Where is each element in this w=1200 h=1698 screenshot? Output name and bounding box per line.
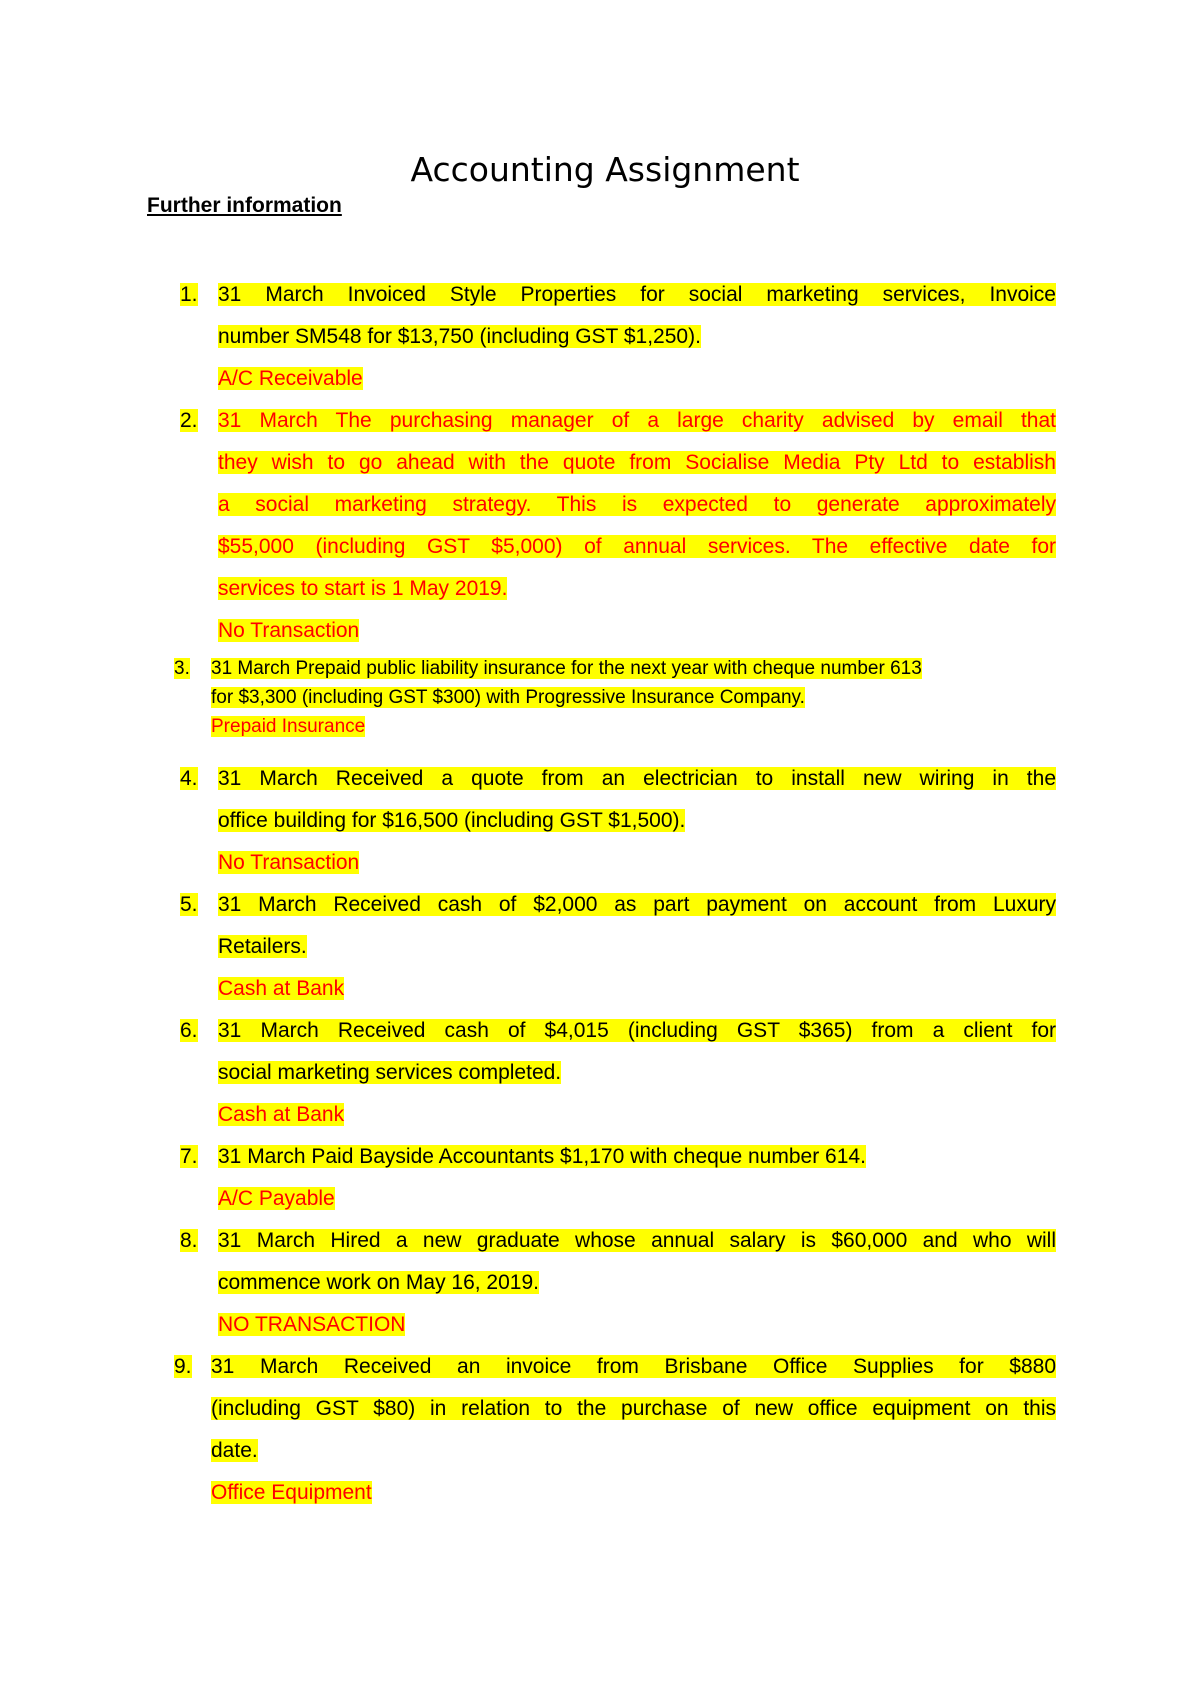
item-line: date.	[211, 1439, 258, 1462]
document-title: Accounting Assignment	[410, 150, 800, 189]
item-text	[211, 654, 1071, 712]
item-account-label: No Transaction	[218, 619, 360, 642]
item-line: 31 March Received an invoice from Brisbane Office Supplies for $880	[211, 1355, 1056, 1378]
item-line: they wish to go ahead with the quote from Socialise Media Pty Ltd to establish	[218, 451, 1056, 474]
item-number: 2.	[180, 409, 198, 432]
item-line: 31 March Hired a new graduate whose annual salary is $60,000 and who will	[218, 1229, 1056, 1252]
item-line: 31 March Received cash of $4,015 (including GST $365) from a client for	[218, 1019, 1056, 1042]
item-line: 31 March Received a quote from an electrician to install new wiring in the	[218, 767, 1056, 790]
item-number: 4.	[180, 767, 198, 790]
item-account-label: A/C Payable	[218, 1187, 335, 1210]
item-text	[218, 400, 1056, 610]
item-account-label: Cash at Bank	[218, 977, 345, 1000]
item-text	[218, 1136, 1056, 1178]
item-number: 1.	[180, 283, 198, 306]
item-number: 7.	[180, 1145, 198, 1168]
item-account-label: Cash at Bank	[218, 1103, 345, 1126]
item-line: office building for $16,500 (including GST $1,500).	[218, 809, 686, 832]
item-line: for $3,300 (including GST $300) with Progressive Insurance Company.	[211, 687, 805, 708]
item-line: a social marketing strategy. This is expected to generate approximately	[218, 493, 1056, 516]
item-text	[218, 884, 1056, 968]
item-account-label: Prepaid Insurance	[211, 716, 366, 737]
item-line: 31 March Paid Bayside Accountants $1,170 with cheque number 614.	[218, 1145, 866, 1168]
item-number: 5.	[180, 893, 198, 916]
item-number: 9.	[174, 1355, 192, 1378]
item-number: 8.	[180, 1229, 198, 1252]
item-account-label: NO TRANSACTION	[218, 1313, 406, 1336]
item-line: 31 March Prepaid public liability insurance for the next year with cheque number 613	[211, 658, 922, 679]
item-line: 31 March The purchasing manager of a large charity advised by email that	[218, 409, 1056, 432]
item-text	[218, 1220, 1056, 1304]
item-number: 3.	[174, 658, 190, 679]
item-line: number SM548 for $13,750 (including GST $1,250).	[218, 325, 701, 348]
item-line: social marketing services completed.	[218, 1061, 562, 1084]
item-account-label: A/C Receivable	[218, 367, 363, 390]
item-account-label: No Transaction	[218, 851, 360, 874]
section-subtitle: Further information	[147, 194, 342, 217]
item-line: (including GST $80) in relation to the purchase of new office equipment on this	[211, 1397, 1056, 1420]
item-number: 6.	[180, 1019, 198, 1042]
item-text	[218, 1010, 1056, 1094]
item-line: Retailers.	[218, 935, 307, 958]
item-account-label: Office Equipment	[211, 1481, 372, 1504]
item-line: commence work on May 16, 2019.	[218, 1271, 539, 1294]
item-text	[218, 274, 1056, 358]
item-line: services to start is 1 May 2019.	[218, 577, 508, 600]
item-text	[218, 758, 1056, 842]
item-text	[211, 1346, 1056, 1472]
item-line: $55,000 (including GST $5,000) of annual services. The effective date for	[218, 535, 1056, 558]
item-line: 31 March Invoiced Style Properties for social marketing services, Invoice	[218, 283, 1056, 306]
item-line: 31 March Received cash of $2,000 as part payment on account from Luxury	[218, 893, 1056, 916]
